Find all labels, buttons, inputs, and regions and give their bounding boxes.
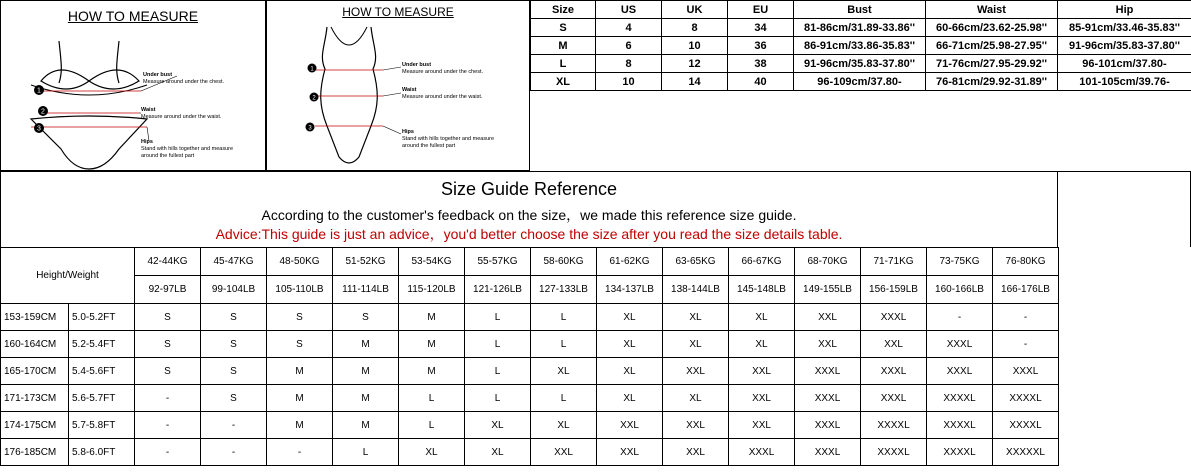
size-guide-title: Size Guide Reference (440, 179, 618, 199)
marker-1-label: 1 (37, 87, 41, 95)
panel-title: HOW TO MEASURE (342, 5, 454, 19)
size-recommendation-cell: M (399, 304, 465, 331)
label-under-bust: Under bust Measure around under the chest. (143, 72, 225, 85)
size-recommendation-cell: M (333, 385, 399, 412)
weight-kg-header: 53-54KG (399, 248, 465, 276)
marker-2-label: 2 (312, 95, 316, 102)
hip-cell: 96-101cm/37.80- (1058, 55, 1191, 73)
size-recommendation-cell: S (201, 358, 267, 385)
us-cell: 10 (596, 73, 662, 91)
eu-cell: 40 (728, 73, 794, 91)
weight-lb-header: 115-120LB (399, 276, 465, 304)
size-recommendation-cell: XXL (729, 385, 795, 412)
label-hips: Hips Stand with hills together and measure around the fullest part (141, 139, 234, 159)
weight-kg-header: 58-60KG (531, 248, 597, 276)
size-recommendation-cell: S (201, 304, 267, 331)
marker-3-label: 3 (37, 125, 41, 133)
height-cm-cell: 153-159CM (1, 304, 69, 331)
size-recommendation-cell: S (135, 331, 201, 358)
uk-cell: 10 (662, 37, 728, 55)
size-chart-row (531, 55, 1191, 73)
hip-cell: 91-96cm/35.83-37.80'' (1058, 37, 1191, 55)
height-cm-cell: 174-175CM (1, 412, 69, 439)
us-cell: 6 (596, 37, 662, 55)
hip-cell: 101-105cm/39.76- (1058, 73, 1191, 91)
hip-cell: 85-91cm/33.46-35.83'' (1058, 19, 1191, 37)
weight-lb-header: 149-155LB (795, 276, 861, 304)
weight-lb-header: 145-148LB (729, 276, 795, 304)
size-recommendation-cell: XXXXXL (993, 439, 1059, 466)
weight-kg-header: 55-57KG (465, 248, 531, 276)
size-recommendation-cell: XXL (729, 358, 795, 385)
size-recommendation-cell: XXXXL (927, 412, 993, 439)
size-recommendation-cell: XL (597, 304, 663, 331)
weight-kg-header: 76-80KG (993, 248, 1059, 276)
header-bust: Bust (794, 1, 926, 19)
size-recommendation-cell: L (399, 412, 465, 439)
size-recommendation-cell: XL (663, 385, 729, 412)
weight-lb-header: 138-144LB (663, 276, 729, 304)
height-row (1, 304, 1059, 331)
size-recommendation-cell: - (267, 439, 333, 466)
size-recommendation-cell: - (927, 304, 993, 331)
size-recommendation-cell: - (135, 439, 201, 466)
bust-cell: 86-91cm/33.86-35.83'' (794, 37, 926, 55)
size-recommendation-cell: XXXXL (927, 385, 993, 412)
size-chart-row (531, 37, 1191, 55)
size-recommendation-cell: M (399, 331, 465, 358)
size-recommendation-cell: XXXL (729, 439, 795, 466)
waist-cell: 71-76cm/27.95-29.92'' (926, 55, 1058, 73)
size-recommendation-cell: M (333, 358, 399, 385)
size-recommendation-cell: XXXXL (927, 439, 993, 466)
size-recommendation-cell: S (135, 304, 201, 331)
eu-cell: 36 (728, 37, 794, 55)
size-recommendation-cell: - (993, 304, 1059, 331)
height-row (1, 358, 1059, 385)
size-cell: L (531, 55, 596, 73)
size-guide-header (0, 171, 1058, 247)
size-recommendation-cell: L (531, 304, 597, 331)
height-ft-cell: 5.4-5.6FT (69, 358, 135, 385)
measure-panel-bikini (0, 0, 266, 171)
weight-lb-header: 99-104LB (201, 276, 267, 304)
header-waist: Waist (926, 1, 1058, 19)
height-cm-cell: 165-170CM (1, 358, 69, 385)
weight-kg-header: 48-50KG (267, 248, 333, 276)
size-recommendation-cell: XL (729, 304, 795, 331)
size-recommendation-cell: S (333, 304, 399, 331)
waist-cell: 60-66cm/23.62-25.98'' (926, 19, 1058, 37)
size-recommendation-cell: XL (597, 331, 663, 358)
weight-kg-header: 51-52KG (333, 248, 399, 276)
waist-cell: 76-81cm/29.92-31.89'' (926, 73, 1058, 91)
size-recommendation-cell: L (531, 385, 597, 412)
height-weight-corner: Height/Weight (1, 248, 135, 304)
size-cell: M (531, 37, 596, 55)
height-ft-cell: 5.7-5.8FT (69, 412, 135, 439)
size-recommendation-cell: XL (663, 331, 729, 358)
size-recommendation-cell: XXXL (795, 385, 861, 412)
size-chart-table (530, 0, 1191, 91)
weight-lb-header: 134-137LB (597, 276, 663, 304)
waist-cell: 66-71cm/25.98-27.95'' (926, 37, 1058, 55)
size-recommendation-cell: XXL (663, 439, 729, 466)
size-recommendation-cell: M (267, 412, 333, 439)
size-recommendation-cell: XXXXL (993, 412, 1059, 439)
size-recommendation-cell: XL (465, 439, 531, 466)
marker-2-label: 2 (41, 108, 45, 116)
size-recommendation-cell: XL (531, 358, 597, 385)
size-recommendation-cell: L (465, 331, 531, 358)
header-uk: UK (662, 1, 728, 19)
weight-lb-row (1, 276, 1059, 304)
size-recommendation-cell: M (267, 358, 333, 385)
size-recommendation-cell: XL (597, 385, 663, 412)
size-cell: S (531, 19, 596, 37)
size-chart-row (531, 19, 1191, 37)
size-recommendation-cell: S (201, 385, 267, 412)
header-us: US (596, 1, 662, 19)
size-recommendation-cell: XL (531, 412, 597, 439)
weight-kg-header: 73-75KG (927, 248, 993, 276)
size-recommendation-cell: XXL (729, 412, 795, 439)
size-recommendation-cell: XXL (531, 439, 597, 466)
size-recommendation-cell: L (531, 331, 597, 358)
weight-kg-header: 45-47KG (201, 248, 267, 276)
size-recommendation-cell: XXL (795, 331, 861, 358)
label-hips: Hips Stand with hills together and measure around the fullest part (402, 129, 495, 149)
size-recommendation-cell: L (399, 385, 465, 412)
size-recommendation-cell: XXXL (795, 358, 861, 385)
size-recommendation-cell: L (465, 385, 531, 412)
size-recommendation-cell: XXXXL (993, 385, 1059, 412)
size-recommendation-cell: M (399, 358, 465, 385)
size-recommendation-cell: L (465, 358, 531, 385)
height-ft-cell: 5.0-5.2FT (69, 304, 135, 331)
size-recommendation-cell: XXXL (861, 358, 927, 385)
blank-cell (1057, 171, 1191, 247)
size-chart-row (531, 73, 1191, 91)
header-size: Size (531, 1, 596, 19)
panel-title: HOW TO MEASURE (67, 8, 199, 24)
label-waist: Waist Measure around under the waist. (141, 107, 222, 120)
size-recommendation-cell: XXXXL (861, 439, 927, 466)
weight-lb-header: 105-110LB (267, 276, 333, 304)
weight-lb-header: 92-97LB (135, 276, 201, 304)
size-recommendation-cell: XXL (795, 304, 861, 331)
height-row (1, 412, 1059, 439)
weight-kg-header: 68-70KG (795, 248, 861, 276)
size-recommendation-cell: - (135, 412, 201, 439)
size-recommendation-cell: M (333, 331, 399, 358)
size-recommendation-cell: - (201, 412, 267, 439)
size-recommendation-cell: XXXL (861, 304, 927, 331)
label-waist: Waist Measure around under the waist. (402, 87, 483, 100)
weight-lb-header: 160-166LB (927, 276, 993, 304)
marker-1-label: 1 (310, 66, 314, 73)
size-recommendation-cell: XL (399, 439, 465, 466)
uk-cell: 12 (662, 55, 728, 73)
height-ft-cell: 5.2-5.4FT (69, 331, 135, 358)
height-cm-cell: 171-173CM (1, 385, 69, 412)
size-recommendation-cell: XXL (663, 358, 729, 385)
size-recommendation-cell: - (201, 439, 267, 466)
height-row (1, 331, 1059, 358)
size-recommendation-cell: XXXL (927, 331, 993, 358)
header-eu: EU (728, 1, 794, 19)
bust-cell: 96-109cm/37.80- (794, 73, 926, 91)
size-recommendation-cell: XXL (663, 412, 729, 439)
weight-kg-row (1, 248, 1059, 276)
weight-lb-header: 121-126LB (465, 276, 531, 304)
measure-panel-onepiece (266, 0, 530, 171)
size-recommendation-cell: XXL (597, 439, 663, 466)
size-guide-subtitle: According to the customer's feedback on the size，we made this reference size guide. (261, 207, 797, 223)
uk-cell: 8 (662, 19, 728, 37)
size-recommendation-cell: - (135, 385, 201, 412)
weight-kg-header: 66-67KG (729, 248, 795, 276)
size-chart-header-row (531, 1, 1191, 19)
size-recommendation-cell: S (267, 304, 333, 331)
size-recommendation-cell: M (333, 412, 399, 439)
height-row (1, 439, 1059, 466)
weight-lb-header: 111-114LB (333, 276, 399, 304)
bust-cell: 81-86cm/31.89-33.86'' (794, 19, 926, 37)
height-ft-cell: 5.6-5.7FT (69, 385, 135, 412)
size-recommendation-cell: L (333, 439, 399, 466)
weight-kg-header: 61-62KG (597, 248, 663, 276)
size-recommendation-cell: XL (663, 304, 729, 331)
height-cm-cell: 176-185CM (1, 439, 69, 466)
eu-cell: 38 (728, 55, 794, 73)
weight-lb-header: 127-133LB (531, 276, 597, 304)
height-cm-cell: 160-164CM (1, 331, 69, 358)
us-cell: 8 (596, 55, 662, 73)
size-recommendation-cell: XXXL (795, 412, 861, 439)
eu-cell: 34 (728, 19, 794, 37)
height-row (1, 385, 1059, 412)
size-recommendation-cell: L (465, 304, 531, 331)
size-recommendation-cell: XXL (597, 412, 663, 439)
size-recommendation-cell: XXXL (927, 358, 993, 385)
size-recommendation-cell: XXXL (993, 358, 1059, 385)
size-recommendation-cell: S (267, 331, 333, 358)
size-recommendation-cell: S (135, 358, 201, 385)
size-guide-advice: Advice:This guide is just an advice，you'd better choose the size after you read the size details table. (215, 226, 843, 242)
weight-lb-header: 156-159LB (861, 276, 927, 304)
size-recommendation-cell: XL (729, 331, 795, 358)
height-weight-table (0, 247, 1059, 466)
size-recommendation-cell: XXXL (861, 385, 927, 412)
size-recommendation-cell: - (993, 331, 1059, 358)
weight-kg-header: 63-65KG (663, 248, 729, 276)
size-recommendation-cell: XL (597, 358, 663, 385)
size-cell: XL (531, 73, 596, 91)
weight-kg-header: 71-71KG (861, 248, 927, 276)
weight-kg-header: 42-44KG (135, 248, 201, 276)
height-ft-cell: 5.8-6.0FT (69, 439, 135, 466)
size-recommendation-cell: S (201, 331, 267, 358)
size-recommendation-cell: XXXL (795, 439, 861, 466)
header-hip: Hip (1058, 1, 1191, 19)
bust-cell: 91-96cm/35.83-37.80'' (794, 55, 926, 73)
size-recommendation-cell: XL (465, 412, 531, 439)
us-cell: 4 (596, 19, 662, 37)
uk-cell: 14 (662, 73, 728, 91)
weight-lb-header: 166-176LB (993, 276, 1059, 304)
size-recommendation-cell: M (267, 385, 333, 412)
marker-3-label: 3 (308, 125, 312, 132)
label-under-bust: Under bust Measure around under the chest. (402, 62, 484, 75)
size-recommendation-cell: XXL (861, 331, 927, 358)
size-recommendation-cell: XXXXL (861, 412, 927, 439)
